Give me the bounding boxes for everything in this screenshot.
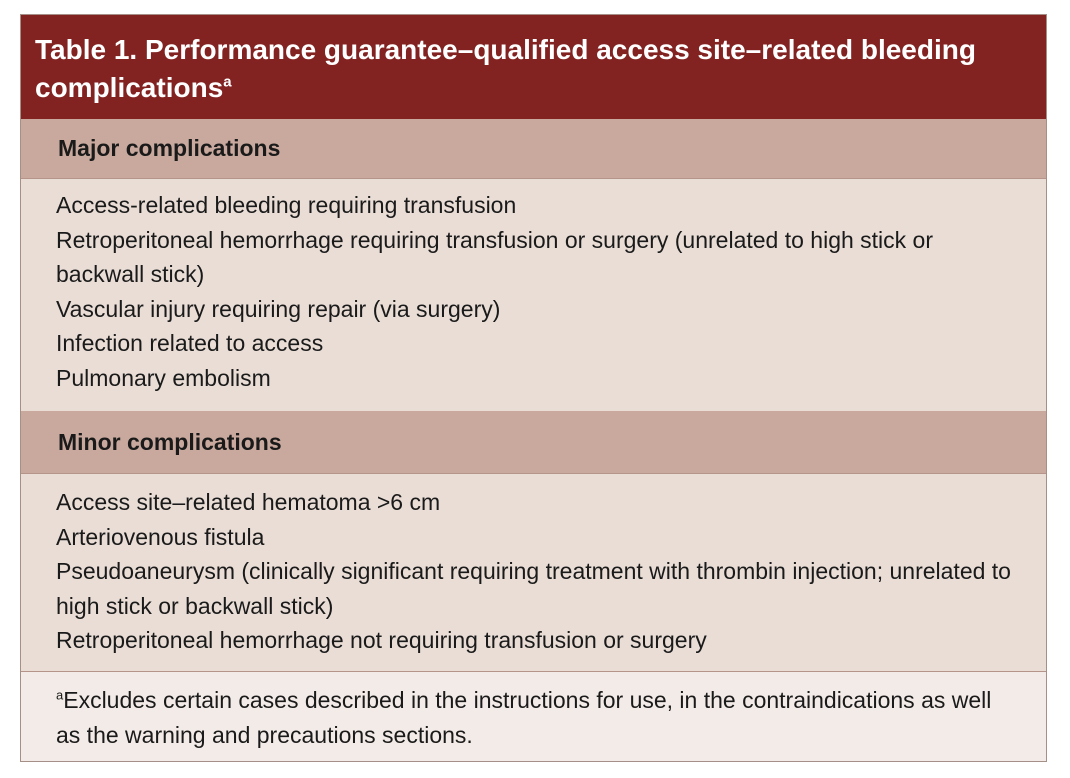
footnote-text: Excludes certain cases described in the instructions for use, in the contraindications as well as the warning and precautions sections. xyxy=(56,687,992,748)
minor-complications-list xyxy=(21,485,1046,658)
table-container xyxy=(20,14,1047,762)
table-footnote xyxy=(21,671,1046,762)
table-title-superscript: a xyxy=(223,73,232,91)
table-label: Table 1. xyxy=(35,34,138,65)
list-item: Infection related to access xyxy=(56,330,324,356)
major-complications-list xyxy=(21,188,1046,395)
list-item: Pseudoaneurysm (clinically significant requiring treatment with thrombin injection; unrelated to high stick or backwall stick) xyxy=(56,558,1011,619)
minor-complications-heading: Minor complications xyxy=(21,411,1046,474)
table-title-bar xyxy=(21,15,1046,119)
list-item: Vascular injury requiring repair (via surgery) xyxy=(56,295,501,322)
list-item: Arteriovenous fistula xyxy=(56,523,265,550)
list-item: Pulmonary embolism xyxy=(56,364,271,391)
list-item: Retroperitoneal hemorrhage requiring transfusion or surgery (unrelated to high stick or backwall stick) xyxy=(56,226,934,287)
footnote-marker: a xyxy=(56,687,64,703)
list-item: Access site–related hematoma >6 cm xyxy=(56,489,441,515)
list-item: Access-related bleeding requiring transfusion xyxy=(56,192,517,218)
major-complications-heading: Major complications xyxy=(21,119,1046,179)
table-title: Performance guarantee–qualified access site–related bleeding complications xyxy=(35,34,976,103)
list-item: Retroperitoneal hemorrhage not requiring transfusion or surgery xyxy=(56,627,707,653)
